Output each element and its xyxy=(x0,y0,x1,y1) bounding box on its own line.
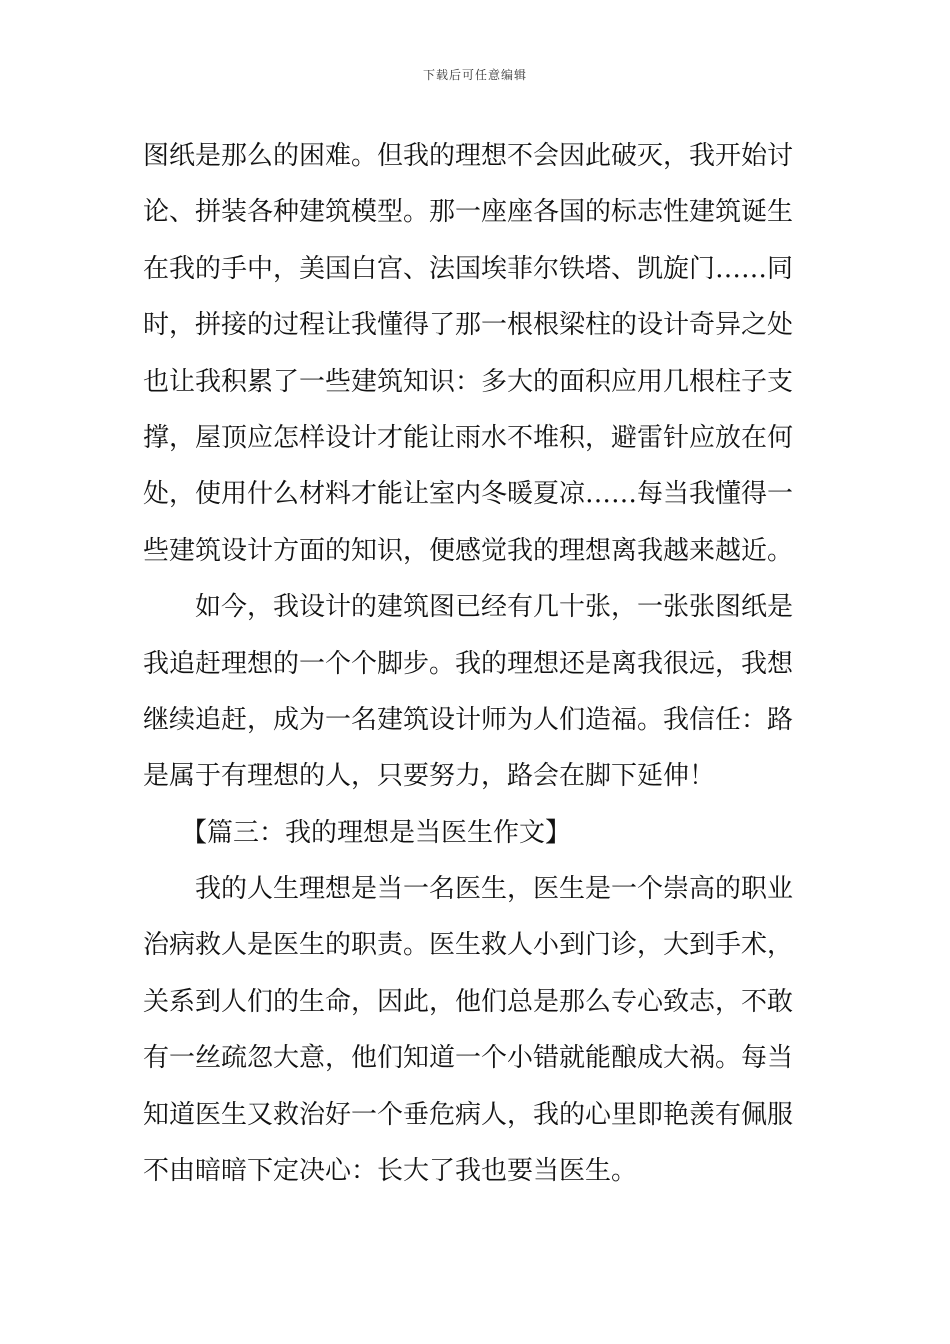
text-line: 些建筑设计方面的知识，便感觉我的理想离我越来越近。 xyxy=(143,535,794,566)
header-note: 下载后可任意编辑 xyxy=(422,68,527,82)
text-line: 图纸是那么的困难。但我的理想不会因此破灭，我开始讨 xyxy=(143,141,794,171)
text-line: 论、拼装各种建筑模型。那一座座各国的标志性建筑诞生 xyxy=(143,197,794,228)
body-text xyxy=(143,128,805,1199)
text-line: 处，使用什么材料才能让室内冬暖夏凉……每当我懂得一 xyxy=(143,479,794,510)
text-line: 有一丝疏忽大意，他们知道一个小错就能酿成大祸。每当 xyxy=(143,1043,794,1074)
text-line: 时，拼接的过程让我懂得了那一根根梁柱的设计奇异之处 xyxy=(143,310,794,341)
text-line: 我追赶理想的一个个脚步。我的理想还是离我很远，我想 xyxy=(143,648,794,679)
text-line: 知道医生又救治好一个垂危病人，我的心里即艳羡有佩服 xyxy=(143,1099,794,1130)
text-line: 不由暗暗下定决心：长大了我也要当医生。 xyxy=(143,1156,638,1187)
text-line: 撑，屋顶应怎样设计才能让雨水不堆积，避雷针应放在何 xyxy=(143,422,794,453)
text-line: 是属于有理想的人，只要努力，路会在脚下延伸！ xyxy=(143,761,716,792)
section-heading: 【篇三：我的理想是当医生作文】 xyxy=(181,817,572,848)
text-line: 治病救人是医生的职责。医生救人小到门诊，大到手术， xyxy=(143,930,794,961)
text-line: 继续追赶，成为一名建筑设计师为人们造福。我信任：路 xyxy=(143,704,794,735)
text-line: 在我的手中，美国白宫、法国埃菲尔铁塔、凯旋门……同 xyxy=(143,253,794,284)
paragraph-start-line: 我的人生理想是当一名医生，医生是一个崇高的职业 xyxy=(195,874,794,905)
paragraph-start-line: 如今，我设计的建筑图已经有几十张，一张张图纸是 xyxy=(195,592,794,623)
text-line: 关系到人们的生命，因此，他们总是那么专心致志，不敢 xyxy=(143,986,794,1017)
text-line: 也让我积累了一些建筑知识：多大的面积应用几根柱子支 xyxy=(143,366,794,397)
